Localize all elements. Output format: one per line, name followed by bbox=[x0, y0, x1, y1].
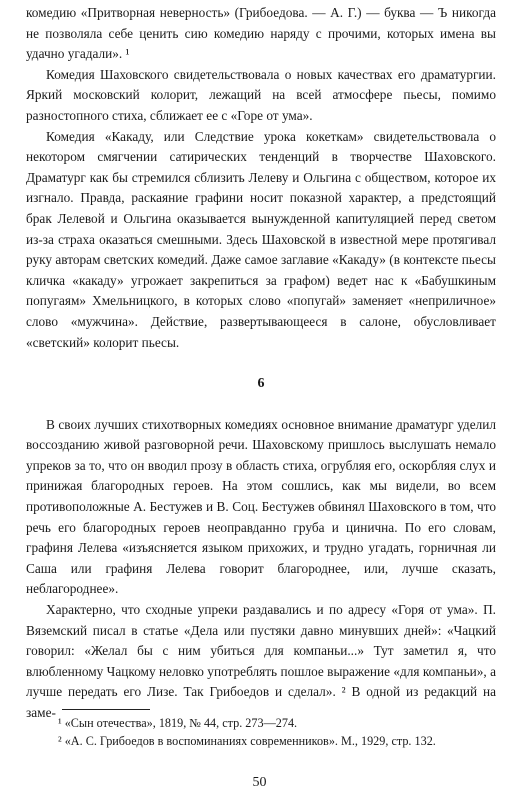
paragraph-5: Характерно, что сходные упреки раздавались и по адресу «Горя от ума». П. Вяземский писал в статье «Дела или пустяки давно минувших дней»: «Чацкий говорил: «Желал бы с ним убиться для компаньи...» Тут заметил я, что влюбленному Чацкому неловко употреблять пошлое выражение «для компаньи», а лучше передать его Лизе. Так Грибоедов и сделал». ² В одной из редакций на заме- bbox=[26, 602, 496, 720]
footnote-separator bbox=[62, 709, 150, 710]
paragraph-1: комедию «Притворная неверность» (Грибоедова. — А. Г.) — буква — Ъ никогда не позволяла себе ценить сию комедию наряду с прочими, которых имена вы удачно угадали». ¹ bbox=[26, 5, 496, 62]
paragraph-3: Комедия «Какаду, или Следствие урока кокеткам» свидетельствовала о некотором смягчении сатирических тенденций в творчестве Шаховского. Драматург как бы стремился сблизить Лелеву и Ольгина с обществом, которое их изгнало. Правда, раскаяние графини носит показной характер, а предстоящий брак Лелевой и Ольгина оказывается вынужденной капитуляцией перед светом из-за страха оказаться смешными. Здесь Шаховской в известной мере протягивал руку авторам светских комедий. Даже самое заглавие «Какаду» (в контексте пьесы кличка «какаду» угрожает закрепиться за графом) ведет нас к «Бабушкиным попугаям» Хмельницкого, в которых слово «попугай» заменяет «неприличное» слово «мужчина». Действие, развертывающееся в салоне, обусловливает «светский» колорит пьесы. bbox=[26, 128, 496, 350]
footnote-2: ² «А. С. Грибоедов в воспоминаниях современников». М., 1929, стр. 132. bbox=[58, 733, 436, 748]
paragraph-2: Комедия Шаховского свидетельствовала о новых качествах его драматургии. Яркий московский колорит, лежащий на всей атмосфере пьесы, помимо разностопного стиха, сближает ее с «Горе от ума». bbox=[26, 66, 496, 123]
body-text bbox=[26, 3, 496, 724]
footnotes bbox=[26, 715, 496, 750]
page-number: 50 bbox=[252, 775, 267, 790]
section-number: 6 bbox=[257, 376, 265, 392]
footnote-1: ¹ «Сын отечества», 1819, № 44, стр. 273—274. bbox=[58, 716, 298, 730]
paragraph-4: В своих лучших стихотворных комедиях основное внимание драматург уделил воссозданию живой разговорной речи. Шаховскому пришлось выслушать немало упреков за то, что он вводил прозу в область стиха, огрубляя его, оскорбляя слух и принижая благородных героев. На этом сошлись, как мы видели, во всем противоположные А. Бестужев и В. Соц. Бестужев обвинял Шаховского в том, что речь его благородных героев неоправданно груба и цинична. По его словам, графиня Лелева «изъясняется языком прихожих, и трудно угадать, горничная ли Саша или графиня Лелева говорит благороднее, или, лучше сказать, неблагороднее». bbox=[26, 416, 496, 597]
